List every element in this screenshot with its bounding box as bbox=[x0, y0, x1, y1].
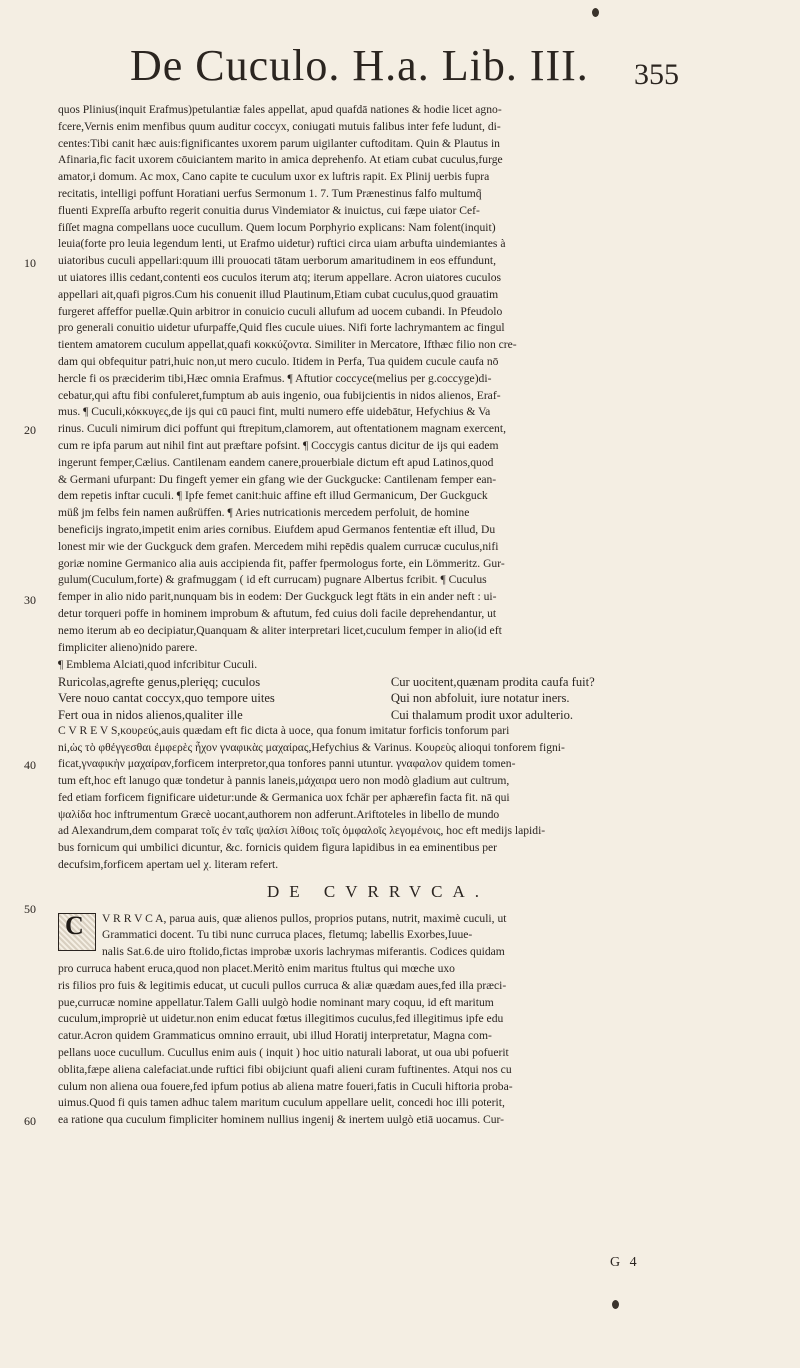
text-line: culum non aliena oua fouere,fed ipfum potius ab aliena matre foueri,fatis in Cuculi hiftoria proba- bbox=[58, 1079, 513, 1093]
emblem-heading: ¶ Emblema Alciati,quod infcribitur Cuculi. bbox=[58, 658, 258, 672]
text-line: ingerunt femper,Cælius. Cantilenam eandem canere,prouerbiale dictum eft apud Latinos,quod bbox=[58, 455, 494, 469]
text-line: furgeret affeffor puellæ.Quin arbitror in conuicio cuculi allufum ad uocem cubandi. In Pfeudolo bbox=[58, 304, 503, 318]
text-line: ris filios pro fuis & legitimis educat, ut cuculi pullos curruca & aliæ quædam aues,fed illa præci- bbox=[58, 978, 507, 992]
text-line: rinus. Cuculi nimirum dici poffunt qui ftrepitum,clamorem, aut oftentationem magnam exercent, bbox=[58, 422, 506, 436]
verse-line: Vere nouo cantat coccyx,quo tempore uites bbox=[58, 691, 275, 706]
text-line: müß jm felbs fein namen außrüffen. ¶ Aries nutricationis mercedem perfoluit, de homine bbox=[58, 506, 470, 520]
text-line: nalis Sat.6.de uiro ftolido,fictas improbæ uxoris lachrymas miferantis. Codices quidam bbox=[102, 945, 505, 959]
text-line: gulum(Cuculum,forte) & grafmuggam ( id eft currucam) pugnare Albertus fcribit. ¶ Cuculus bbox=[58, 573, 487, 587]
text-line: uimus.Quod fi quis tamen adhuc talem maritum cuculum appellare uelit, concedi hoc illi poterit, bbox=[58, 1096, 505, 1110]
text-line: fcere,Vernis enim menfibus quum auditur coccyx, coniugati mutuis falibus inter fefe ludunt, di- bbox=[58, 119, 501, 133]
verses-right bbox=[391, 674, 698, 723]
text-line: Afinaria,fic facit uxorem cōuiciantem marito in amica deprehenfo. At etiam cubat cuculus,furge bbox=[58, 153, 503, 167]
text-line: centes:Tibi canit hæc auis:fignificantes uxorem parum uigilanter cuftoditam. Quin & Plautus in bbox=[58, 136, 500, 150]
text-line: C V R E V S,κουρεύς,auis quædam eft fic dicta à uoce, qua fonum imitatur forficis tonforum pari bbox=[58, 723, 510, 737]
ink-dot-top bbox=[592, 8, 599, 17]
section-title: DE CVRRVCA. bbox=[267, 881, 489, 901]
paragraph-cureus bbox=[58, 723, 698, 874]
text-line: ea ratione qua cuculum fimpliciter hominem nullius ingenij & inertem uulgò etiā uocamus. Cur- bbox=[58, 1113, 505, 1127]
text-line: fluenti Expreſſa arbufto regerit conuitia durus Vindemiator & inuictus, cui fæpe uiator Cef- bbox=[58, 203, 480, 217]
page-number: 355 bbox=[634, 58, 679, 91]
text-line: fimpliciter alieno)nido parere. bbox=[58, 640, 198, 654]
text-line: beneficijs ingrato,impetit enim aries cornibus. Eiufdem apud Germanos fententiæ eft illud, Du bbox=[58, 522, 496, 536]
text-line: leuia(forte pro leuia legendum lenti, ut Erafmo uidetur) ruftici circa uiam arbufta uindemiantes à bbox=[58, 237, 506, 251]
text-line: pue,currucæ nomine appellatur.Talem Galli uulgò hodie nominant mary coquu, id eft maritum bbox=[58, 995, 494, 1009]
text-line: nemo iterum ab eo decipiatur,Quanquam & aliter interpretari licet,cuculum femper in alio(id eft bbox=[58, 623, 502, 637]
verses-left bbox=[58, 674, 365, 723]
text-line: tientem amatorem cuculum appellat,quafi κοκκύζοντα. Similiter in Mercatore, Ifthæc filio non cre- bbox=[58, 338, 517, 352]
text-line: Grammatici docent. Tu tibi nunc curruca places, fletumq; labellis Exorbes,Iuue- bbox=[102, 928, 473, 942]
text-line: amator,i domum. Ac mox, Cano capite te cuculum uxor ex luftris rapit. Ex Plinij uerbis fupra bbox=[58, 170, 490, 184]
verse-line: Ruricolas,agrefte genus,plerięq; cuculos bbox=[58, 675, 261, 690]
text-line: ni,ὡς τὸ φθέγγεσθαι ἐμφερὲς ἦχον γναφικὰς μαχαίρας,Hefychius & Varinus. Κουρεὺς alioqui tonforem figni- bbox=[58, 740, 565, 754]
text-line: bus fornicum qui umbilici dicuntur, &c. fornicis quidem figura lapidibus in ea eminentibus per bbox=[58, 841, 498, 855]
verse-line: Cui thalamum prodit uxor adulterio. bbox=[390, 707, 574, 722]
text-line: pellans uoce cucullum. Cucullus enim auis ( inquit ) hoc uitio naturali laborat, ut oua ubi pofuerit bbox=[58, 1046, 509, 1060]
text-line: pro curruca habent eruca,quod non placet.Meritò enim maritus ftultus qui mœche uxo bbox=[58, 962, 455, 976]
margin-number: 20 bbox=[24, 423, 36, 437]
text-line: recitatis, intelligi poffunt Horatiani uerfus Sermonum 1. 7. Tum Prænestinus falfo multumq̃ bbox=[58, 186, 482, 200]
text-line: dem repetis inftar cuculi. ¶ Ipfe femet canit:huic affine eft illud Germanicum, Der Guckguck bbox=[58, 489, 488, 503]
emblem-verses bbox=[58, 674, 698, 723]
main-text bbox=[58, 102, 698, 1129]
text-line: uiatoribus cuculi appellari:quum illi prouocati tātam uerborum amaritudinem in eos effundunt, bbox=[58, 254, 496, 268]
margin-number: 50 bbox=[24, 902, 36, 916]
text-line: dam qui obfequitur patri,huic non,ut mero cuculo. Itidem in Perfa, Tua quidem cucule caufa nō bbox=[58, 354, 499, 368]
text-line: ψαλίδα hoc inftrumentum Græcè uocant,authorem non adferunt.Ariftoteles in libello de mundo bbox=[58, 807, 500, 821]
text-line: fiſſet magna compellans uoce cucullum. Quem locum Porphyrio explicans: Nam folent(inquit) bbox=[58, 220, 496, 234]
text-line: quos Plinius(inquit Erafmus)petulantiæ fales appellat, apud quafdā nationes & hodie licet agno- bbox=[58, 103, 502, 116]
text-line: tum eft,hoc eft lanugo quæ tondetur à pannis laneis,μάχαιρα uero non modò gladium aut cultrum, bbox=[58, 774, 510, 788]
paragraph-cuculus-proverbs bbox=[58, 102, 698, 656]
text-line: decufsim,forficem apertam uel χ. literam refert. bbox=[58, 858, 279, 872]
margin-number: 60 bbox=[24, 1114, 36, 1128]
text-line: & Germani ufurpant: Du fingeft yemer ein gfang wie der Guckgucke: Cantilenam femper ean- bbox=[58, 472, 497, 486]
text-line: mus. ¶ Cuculi,κόκκυγες,de ijs qui cū pauci fint, multi numero effe uidebātur, Hefychius & Va bbox=[58, 405, 491, 419]
text-line: cum re ipfa parum aut nihil fint aut præftare pofsint. ¶ Coccygis cantus dicitur de ijs qui eadem bbox=[58, 438, 499, 452]
signature-mark: G 4 bbox=[610, 1255, 640, 1270]
initial-letter: C bbox=[65, 910, 84, 940]
text-line: ficat,γναφικὴν μαχαίραν,forficem interpretor,qua tonfores panni utuntur. γναφαλον quidem tomen- bbox=[58, 757, 516, 771]
text-line: goriæ nomine Germanico alia auis accipienda fit, paffer fpermologus forte, ein Lömmeritz. Gur- bbox=[58, 556, 505, 570]
text-line: detur torqueri poffe in hominem improbum & aftutum, fed cuius doli facile deprehendantur, ut bbox=[58, 606, 497, 620]
margin-number: 30 bbox=[24, 593, 36, 607]
text-line: lonest mir wie der Guckguck dem grafen. Mercedem mihi repēdis qualem currucæ cuculus,nifi bbox=[58, 539, 499, 553]
running-head: De Cuculo. H.a. Lib. III. bbox=[130, 41, 589, 90]
text-line: femper in alio nido parit,nunquam bis in eodem: Der Guckguck legt ftäts in ein ander neft : ui- bbox=[58, 590, 497, 604]
ink-dot-bottom bbox=[612, 1300, 619, 1309]
text-line: pro generali conuitio uidetur ufurpaffe,Quid fles cucule uiues. Nifi forte lachrymantem ac fingul bbox=[58, 321, 505, 335]
text-line: fed etiam forficem fignificare uidetur:unde & Germanica uox fchär per aphærefin facta fit. nā qui bbox=[58, 790, 510, 804]
text-line: V R R V C A, parua auis, quæ alienos pullos, proprios putans, nutrit, maximè cuculi, ut bbox=[102, 911, 507, 925]
curruca-text bbox=[58, 911, 698, 1129]
text-line: cuculum,impropriè ut uidetur.non enim educat fœtus illegitimos cuculus,fed illegitimus ipfe edu bbox=[58, 1012, 504, 1026]
text-line: cebatur,qui aftu fibi confuleret,fumptum ab auis ingenio, oua fubijcientis in nidos alienos, Eraf- bbox=[58, 388, 501, 402]
text-line: oblita,fæpe aliena calefaciat.unde ruftici fibi obijciunt quafi alieni curam fuftinentes. Atqui nos cu bbox=[58, 1062, 512, 1076]
paragraph-curruca bbox=[58, 911, 698, 1129]
decorated-initial bbox=[58, 910, 96, 951]
margin-number: 10 bbox=[24, 256, 36, 270]
verse-line: Fert oua in nidos alienos,qualiter ille bbox=[58, 707, 243, 722]
text-line: hercle fi os præciderim tibi,Hæc omnia Erafmus. ¶ Aftutior coccyce(melius per g.coccyge)di- bbox=[58, 371, 492, 385]
text-line: ad Alexandrum,dem comparat τοῖς ἐν ταῖς ψαλίσι λίθοις τοῖς ὀμφαλοῖς λεγομένοις, hoc eft medijs lapidi- bbox=[58, 824, 546, 838]
margin-number: 40 bbox=[24, 758, 36, 772]
text-line: appellari ait,quafi pigros.Cum his conuenit illud Plautinum,Etiam cubat cuculus,quod grauatim bbox=[58, 287, 499, 301]
text-line: ut uiatores illis cedant,contenti eos cuculos iterum atq; iterum appellare. Acron uiatores cuculos bbox=[58, 270, 502, 284]
verse-line: Qui non abfoluit, iure notatur iners. bbox=[390, 691, 570, 706]
text-line: catur.Acron quidem Grammaticus omnino errauit, ubi illud Horatij interpretatur, Magna com- bbox=[58, 1029, 492, 1043]
verse-line: Cur uocitent,quænam prodita caufa fuit? bbox=[390, 675, 595, 690]
